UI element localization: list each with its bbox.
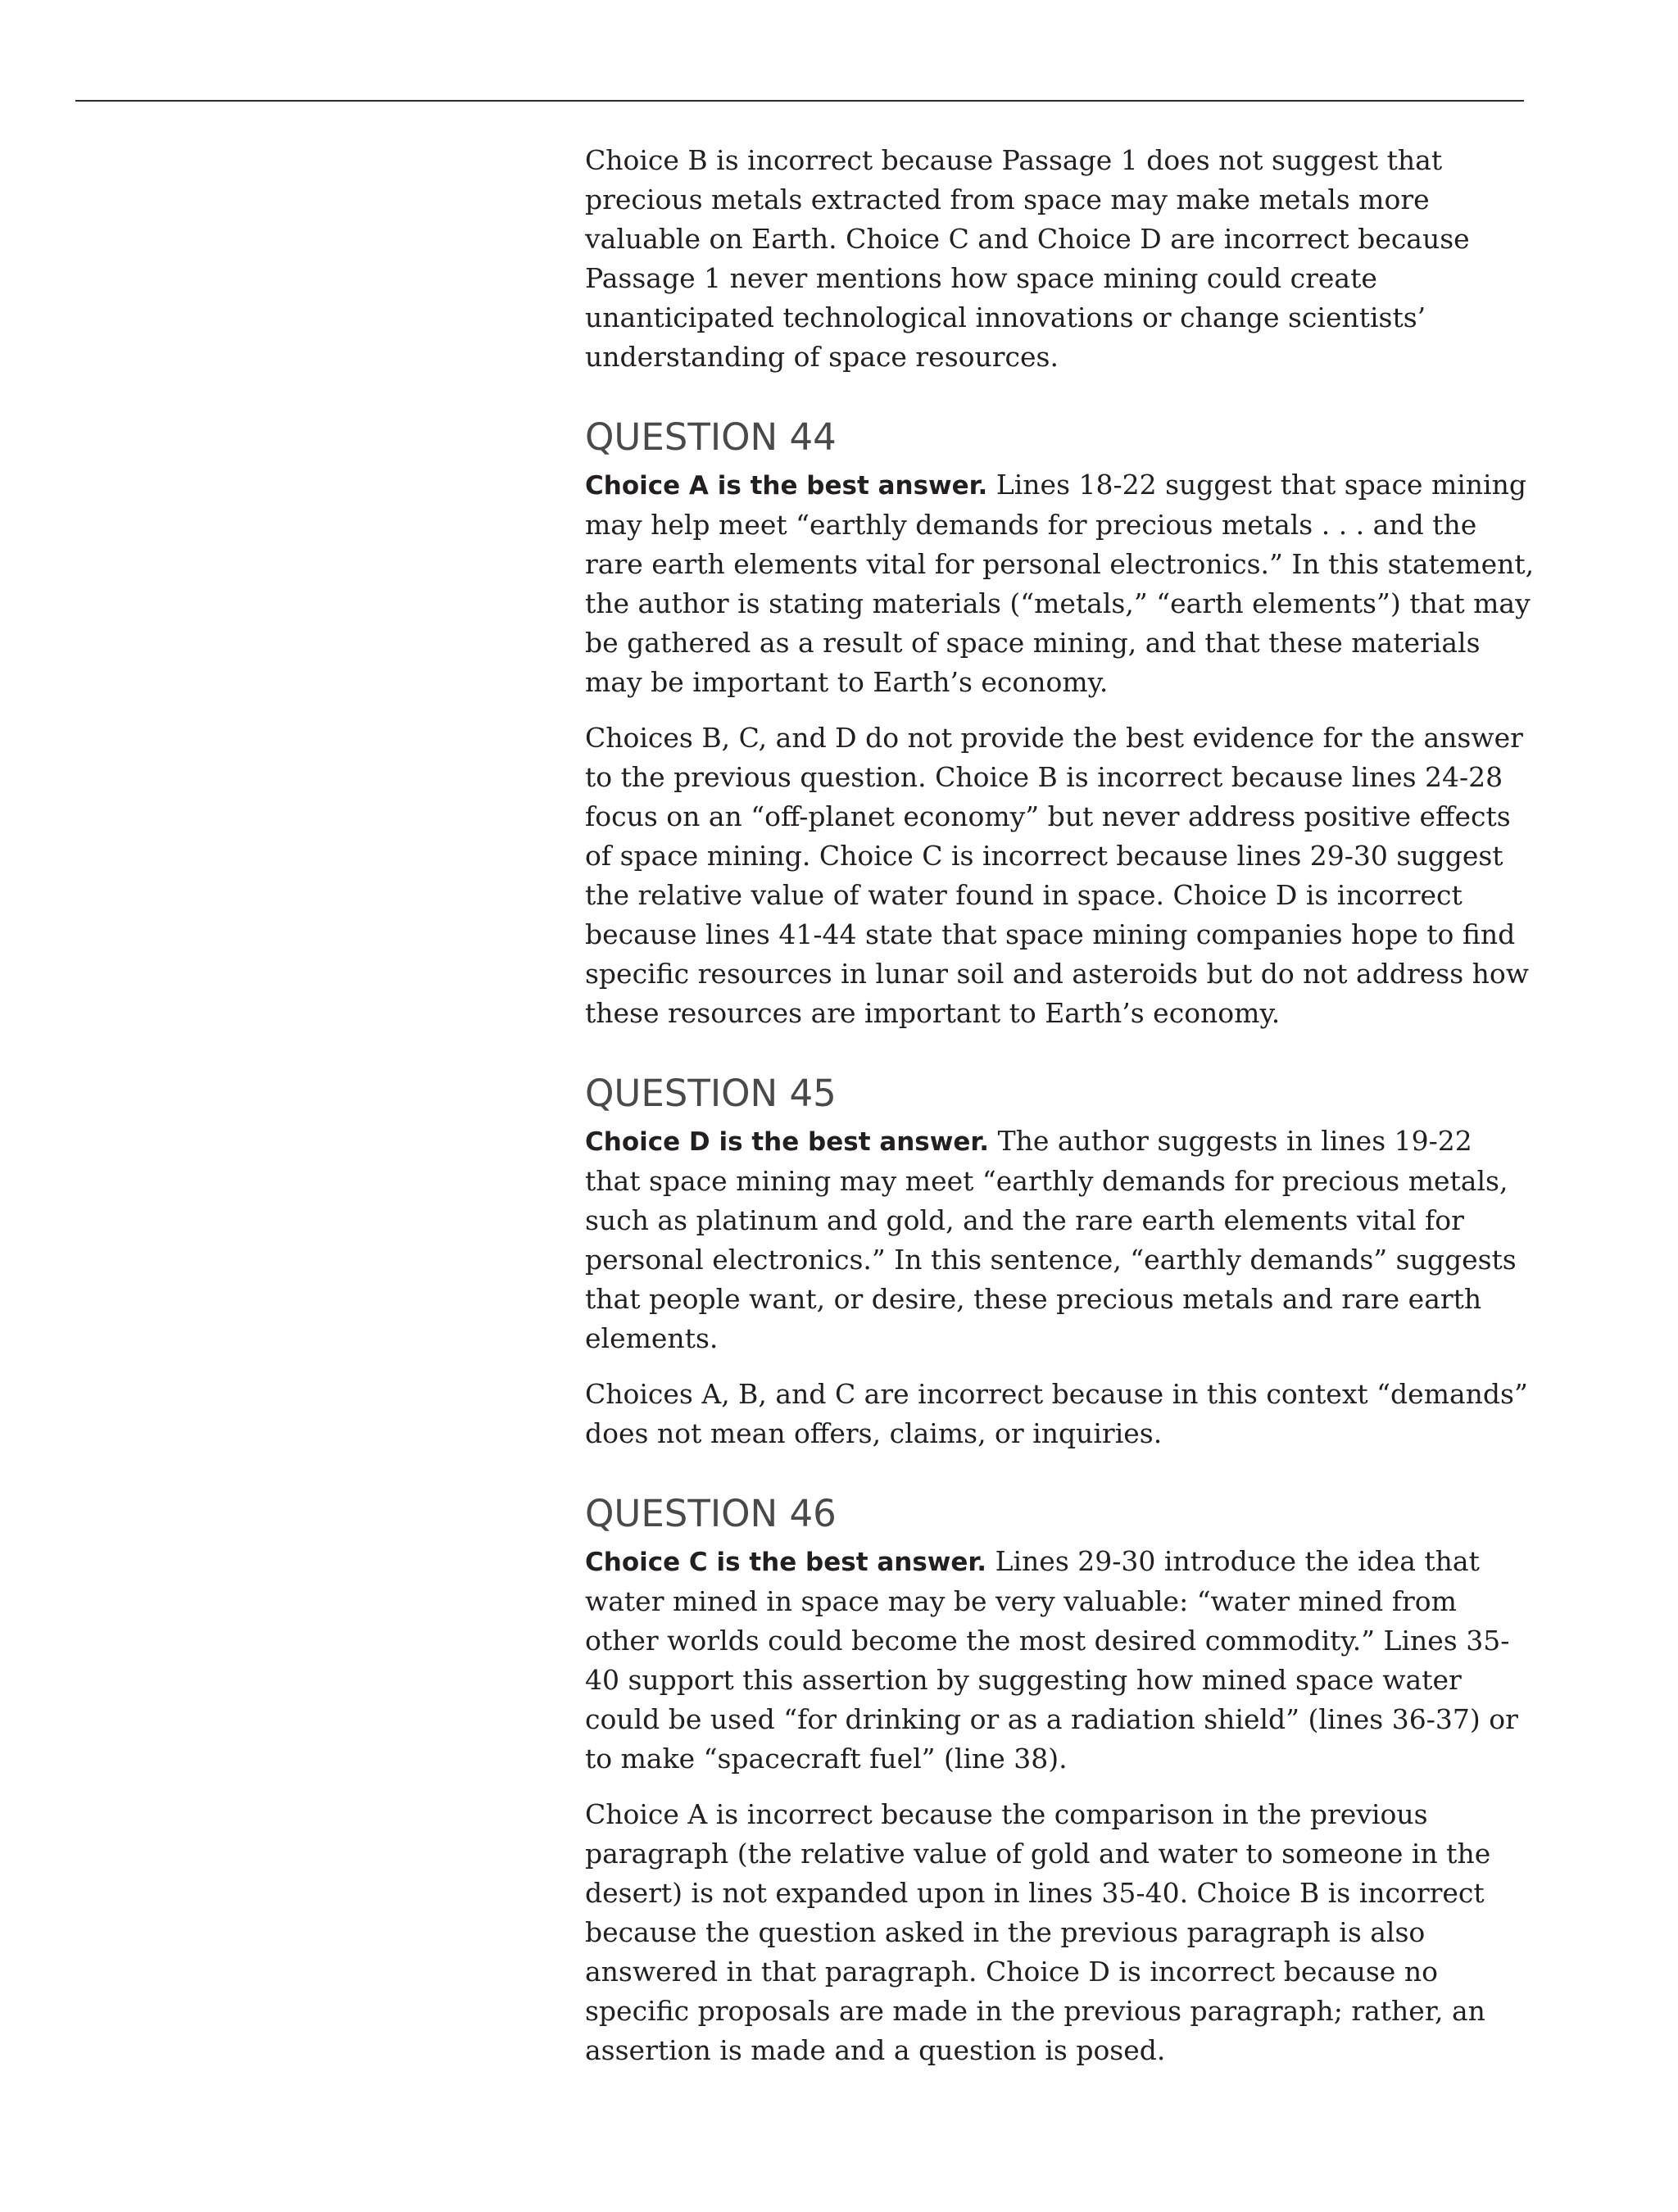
question-44-heading: QUESTION 44 [585, 415, 837, 459]
q43-continuation-paragraph: Choice B is incorrect because Passage 1 does not suggest that precious metals extracted from space may make metals more valuable on Earth. Choice C and Choice D are incorrect because Passage 1 never mentions how space mining could create unanticipated technological innovations or change scientists’ understanding of space resources. [585, 144, 1470, 373]
question-45-best-answer: Choice D is the best answer. [585, 1127, 990, 1157]
question-44-explanation: Choices B, C, and D do not provide the best evidence for the answer to the previous question. Choice B is incorrect because lines 24-28 focus on an “off-planet economy” but never address positive effects of space mining. Choice C is incorrect because lines 29-30 suggest the relative value of water found in space. Choice D is incorrect because lines 41-44 state that space mining companies hope to find specific resources in lunar soil and asteroids but do not address how these resources are important to Earth’s economy. [585, 722, 1530, 1029]
question-44-answer [585, 465, 1535, 702]
question-46-explanation: Choice A is incorrect because the comparison in the previous paragraph (the relative value of gold and water to someone in the desert) is not expanded upon in lines 35-40. Choice B is incorrect because the question asked in the previous paragraph is also answered in that paragraph. Choice D is incorrect because no specific proposals are made in the previous paragraph; rather, an assertion is made and a question is posed. [585, 1798, 1491, 2066]
question-45-heading: QUESTION 45 [585, 1072, 837, 1115]
header-divider [75, 100, 1524, 102]
question-46-heading: QUESTION 46 [585, 1492, 837, 1535]
answer-explanations [585, 141, 1535, 2087]
question-45-answer-text: The author suggests in lines 19-22 that space mining may meet “earthly demands for precious metals, such as platinum and gold, and the rare earth elements vital for personal electronics.” In this sentence, “earthly demands” suggests that people want, or desire, these precious metals and rare earth elements. [585, 1125, 1517, 1354]
question-44-answer-text: Lines 18-22 suggest that space mining may help meet “earthly demands for precious metals . . . and the rare earth elements vital for personal electronics.” In this statement, the author is stating materials (“metals,” “earth elements”) that may be gathered as a result of space mining, and that these materials may be important to Earth’s economy. [585, 469, 1535, 698]
question-46-best-answer: Choice C is the best answer. [585, 1548, 987, 1577]
question-46-answer-text: Lines 29-30 introduce the idea that water mined in space may be very valuable: “water mined from other worlds could become the most desired commodity.” Lines 35-40 support this assertion by suggesting how mined space water could be used “for drinking or as a radiation shield” (lines 36-37) or to make “spacecraft fuel” (line 38). [585, 1545, 1518, 1775]
question-46-answer [585, 1542, 1535, 1779]
question-45-explanation: Choices A, B, and C are incorrect because in this context “demands” does not mean offers, claims, or inquiries. [585, 1378, 1528, 1449]
question-45-answer [585, 1122, 1535, 1358]
question-44-best-answer: Choice A is the best answer. [585, 471, 988, 501]
